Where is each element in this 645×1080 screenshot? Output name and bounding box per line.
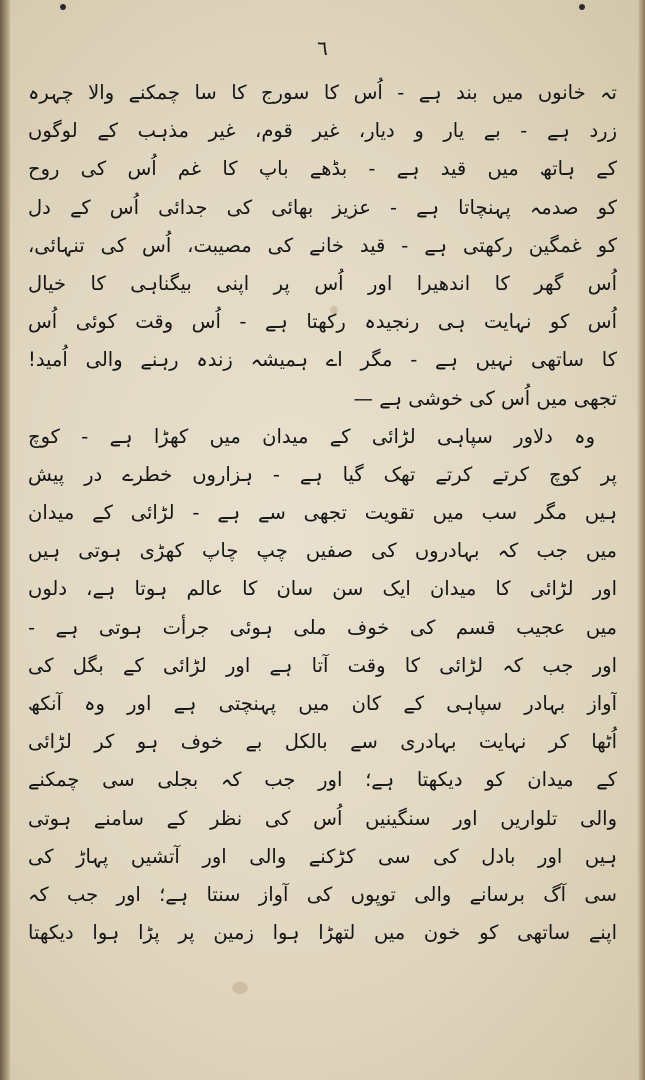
text-line: تجھی میں اُس کی خوشی ہے — <box>353 386 617 410</box>
text-line: آواز بہادر سپاہی کے کان میں پہنچتی ہے اور وہ آنکھ <box>28 692 617 715</box>
page-number: ٦ <box>317 36 328 60</box>
text-line: والی تلواریں اور سنگینیں اُس کی نظر کے سامنے ہوتی <box>28 806 617 830</box>
body-text <box>28 74 617 952</box>
text-line: اور لڑائی کا میدان ایک سن سان کا عالم ہوتا ہے، دلوں <box>28 577 617 601</box>
text-line: سی آگ برسانے والی توپوں کی آواز سنتا ہے؛ اور جب کہ <box>28 882 617 906</box>
text-line: کا ساتھی نہیں ہے - مگر اے ہمیشہ زندہ رہنے والی اُمید! <box>28 348 617 372</box>
text-line: اور جب کہ لڑائی کا وقت آتا ہے اور لڑائی کے بگل کی <box>28 653 617 677</box>
text-line: پر کوچ کرتے کرتے تھک گیا ہے - ہزاروں خطرے در پیش <box>28 462 617 486</box>
text-line: میں جب کہ بہادروں کی صفیں چپ چاپ کھڑی ہوتی ہیں <box>28 539 617 563</box>
top-page-marks <box>60 0 585 18</box>
top-right-dot <box>579 4 585 10</box>
text-line: اُٹھا کر نہایت بہادری سے بالکل بے خوف ہو کر لڑائی <box>28 730 617 754</box>
text-line: وہ دلاور سپاہی لڑائی کے میدان میں کھڑا ہے - کوچ <box>28 424 595 448</box>
paper-stain <box>232 982 248 994</box>
text-line: تہ خانوں میں بند ہے - اُس کا سورج کا سا چمکنے والا چہرہ <box>28 81 617 104</box>
text-line: کے میدان کو دیکھتا ہے؛ اور جب کہ بجلی سی چمکنے <box>28 768 617 792</box>
text-line: کو غمگین رکھتی ہے - قید خانے کی مصیبت، اُس کی تنہائی، <box>28 233 617 257</box>
top-left-dot <box>60 4 66 10</box>
paper-stain <box>330 306 338 314</box>
page-left-edge <box>0 0 10 1080</box>
text-line: اپنے ساتھی کو خون میں لتھڑا ہوا زمین پر پڑا ہوا دیکھتا <box>28 921 617 945</box>
text-line: ہیں اور بادل کی سی کڑکنے والی اور آتشیں پہاڑ کی <box>28 844 617 868</box>
text-line: کو صدمہ پہنچاتا ہے - عزیز بھائی کی جدائی اُس کے دل <box>28 195 617 219</box>
text-line: اُس کو نہایت ہی رنجیدہ رکھتا ہے - اُس وقت کوئی اُس <box>28 310 617 334</box>
text-line: ہیں مگر سب میں تقویت تجھی سے ہے - لڑائی کے میدان <box>28 501 617 525</box>
text-line: کے ہاتھ میں قید ہے - بڈھے باپ کا غم اُس کی روح <box>28 157 617 181</box>
text-line: اُس گھر کا اندھیرا اور اُس پر اپنی بیگناہی کا خیال <box>28 271 617 295</box>
text-line: زرد ہے - بے یار و دیار، غیر قوم، غیر مذہب کے لوگوں <box>28 119 617 143</box>
text-line: میں عجیب قسم کی خوف ملی ہوئی جرأت ہوتی ہے - <box>28 615 617 639</box>
page-right-edge <box>637 0 645 1080</box>
